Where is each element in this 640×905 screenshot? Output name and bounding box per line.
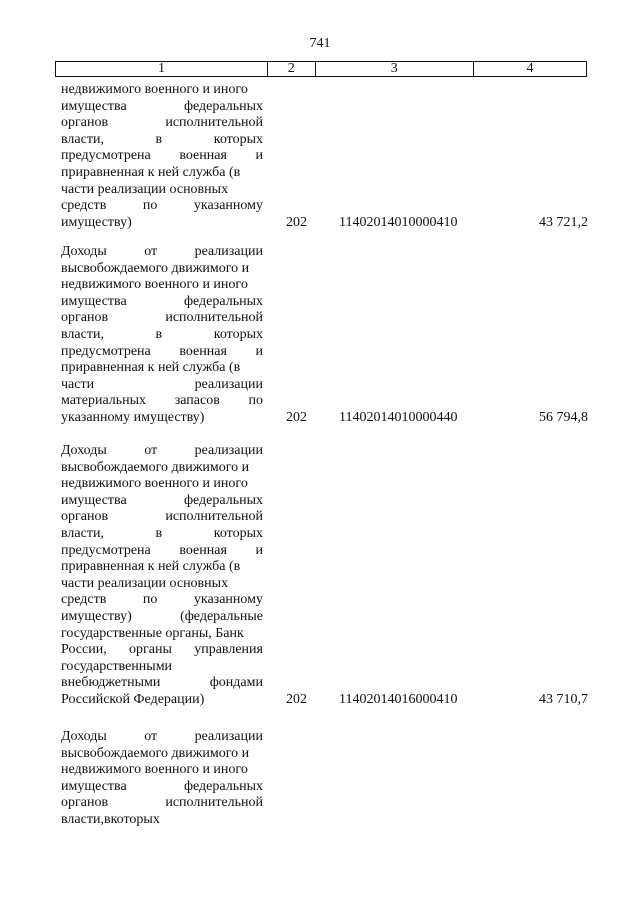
description-word: высвобождаемого движимого и — [61, 260, 250, 276]
description-word: в — [155, 326, 163, 342]
description-line — [61, 310, 263, 327]
description-word: власти, — [61, 811, 104, 827]
description-word: высвобождаемого движимого и — [61, 745, 250, 761]
description-line — [61, 559, 263, 576]
description-word: приравненная к ней служба (в — [61, 164, 241, 180]
description-line — [61, 493, 263, 510]
row-amount: 43 721,2 — [539, 214, 588, 230]
row-description — [61, 443, 263, 709]
column-1-header: 1 — [56, 62, 268, 77]
row-description — [61, 82, 263, 231]
description-word: органов — [61, 115, 109, 131]
description-line — [61, 592, 263, 609]
description-word: реализации — [194, 729, 263, 744]
description-word: федеральных — [183, 492, 263, 508]
description-word: материальных — [61, 393, 147, 409]
description-line — [61, 460, 263, 477]
description-line — [61, 377, 263, 394]
description-word: по — [248, 393, 263, 409]
row-description — [61, 244, 263, 427]
description-word: предусмотрена — [61, 343, 151, 359]
description-line — [61, 393, 263, 410]
description-word: имуществу) — [61, 608, 132, 624]
description-line — [61, 509, 263, 526]
row-code: 202 — [286, 214, 307, 230]
description-word: по — [142, 592, 158, 608]
row-amount: 43 710,7 — [539, 692, 588, 707]
description-word: от — [144, 443, 158, 458]
description-word: власти, — [61, 525, 104, 541]
description-word: части реализации основных — [61, 575, 229, 591]
description-word: имущества — [61, 778, 127, 794]
description-word: части — [61, 376, 95, 392]
description-word: приравненная к ней служба (в — [61, 360, 241, 376]
description-word: указанному — [193, 592, 263, 608]
description-word: внебюджетными — [61, 675, 161, 691]
description-line — [61, 344, 263, 361]
description-line — [61, 277, 263, 294]
description-word: по — [142, 198, 158, 214]
description-line — [61, 692, 263, 709]
description-word: указанному имуществу) — [61, 409, 205, 425]
description-word: недвижимого военного и иного — [61, 277, 248, 293]
description-word: (федеральные — [180, 608, 263, 624]
description-word: недвижимого военного и иного — [61, 762, 248, 778]
description-line — [61, 779, 263, 796]
description-word: реализации — [194, 244, 263, 259]
row-kbk: 11402014010000410 — [339, 214, 458, 230]
description-line — [61, 762, 263, 779]
description-word: от — [144, 244, 158, 259]
description-word: военная — [179, 148, 227, 164]
description-word: которых — [110, 811, 160, 827]
description-word: которых — [213, 326, 263, 342]
description-word: реализации — [194, 376, 263, 392]
row-kbk: 11402014010000440 — [339, 410, 458, 425]
description-word: части реализации основных — [61, 181, 229, 197]
description-word: в — [155, 525, 163, 541]
description-line — [61, 543, 263, 560]
description-word: запасов — [174, 393, 220, 409]
description-word: предусмотрена — [61, 542, 151, 558]
description-line — [61, 642, 263, 659]
description-line — [61, 812, 263, 829]
description-word: которых — [213, 525, 263, 541]
description-line — [61, 99, 263, 116]
description-word: исполнительной — [165, 115, 263, 131]
description-line — [61, 244, 263, 261]
description-word: исполнительной — [165, 509, 263, 525]
row-kbk: 11402014016000410 — [339, 692, 458, 707]
description-word: органы — [129, 642, 172, 658]
description-line — [61, 165, 263, 182]
description-word: указанному — [193, 198, 263, 214]
table-header — [55, 61, 587, 77]
description-word: исполнительной — [165, 795, 263, 811]
description-word: федеральных — [183, 98, 263, 114]
description-line — [61, 576, 263, 593]
description-line — [61, 132, 263, 149]
description-word: которых — [213, 131, 263, 147]
page-number: 741 — [309, 36, 331, 51]
row-description — [61, 729, 263, 829]
description-line — [61, 675, 263, 692]
description-word: имущества — [61, 98, 127, 114]
description-word: Доходы — [61, 729, 107, 744]
description-word: Российской Федерации) — [61, 691, 205, 707]
description-word: государственные органы, Банк — [61, 625, 244, 641]
column-4-header: 4 — [474, 62, 587, 77]
description-word: Доходы — [61, 443, 107, 458]
description-word: фондами — [209, 675, 263, 691]
description-word: федеральных — [183, 293, 263, 309]
description-line — [61, 148, 263, 165]
description-word: и — [255, 343, 263, 359]
description-line — [61, 215, 263, 232]
description-word: реализации — [194, 443, 263, 458]
description-line — [61, 82, 263, 99]
description-word: органов — [61, 310, 109, 326]
description-word: имущества — [61, 492, 127, 508]
description-line — [61, 626, 263, 643]
description-word: исполнительной — [165, 310, 263, 326]
description-line — [61, 198, 263, 215]
description-word: власти, — [61, 326, 104, 342]
description-word: федеральных — [183, 778, 263, 794]
description-line — [61, 327, 263, 344]
description-line — [61, 261, 263, 278]
description-line — [61, 729, 263, 746]
row-code: 202 — [286, 410, 307, 425]
description-word: имущества — [61, 293, 127, 309]
description-word: и — [255, 148, 263, 164]
description-line — [61, 476, 263, 493]
description-line — [61, 659, 263, 676]
description-line — [61, 526, 263, 543]
description-word: предусмотрена — [61, 148, 151, 164]
description-word: средств — [61, 198, 107, 214]
column-3-header: 3 — [315, 62, 473, 77]
row-amount: 56 794,8 — [539, 410, 588, 425]
description-line — [61, 182, 263, 199]
description-line — [61, 746, 263, 763]
description-word: в — [103, 811, 111, 827]
description-line — [61, 410, 263, 427]
description-line — [61, 609, 263, 626]
description-word: власти, — [61, 131, 104, 147]
description-line — [61, 443, 263, 460]
description-word: государственными — [61, 658, 173, 674]
description-word: военная — [179, 343, 227, 359]
description-word: Доходы — [61, 244, 107, 259]
description-word: управления — [194, 642, 263, 658]
description-word: имуществу) — [61, 214, 132, 230]
column-2-header: 2 — [267, 62, 315, 77]
description-word: военная — [179, 542, 227, 558]
description-word: средств — [61, 592, 107, 608]
description-word: недвижимого военного и иного — [61, 476, 248, 492]
description-word: высвобождаемого движимого и — [61, 459, 250, 475]
description-word: органов — [61, 795, 109, 811]
description-word: приравненная к ней служба (в — [61, 559, 241, 575]
description-word: в — [155, 131, 163, 147]
description-word: и — [255, 542, 263, 558]
description-line — [61, 360, 263, 377]
description-line — [61, 115, 263, 132]
description-word: от — [144, 729, 158, 744]
description-word: органов — [61, 509, 109, 525]
row-code: 202 — [286, 692, 307, 707]
description-word: России, — [61, 642, 107, 658]
description-word: недвижимого военного и иного — [61, 82, 248, 97]
description-line — [61, 294, 263, 311]
description-line — [61, 795, 263, 812]
